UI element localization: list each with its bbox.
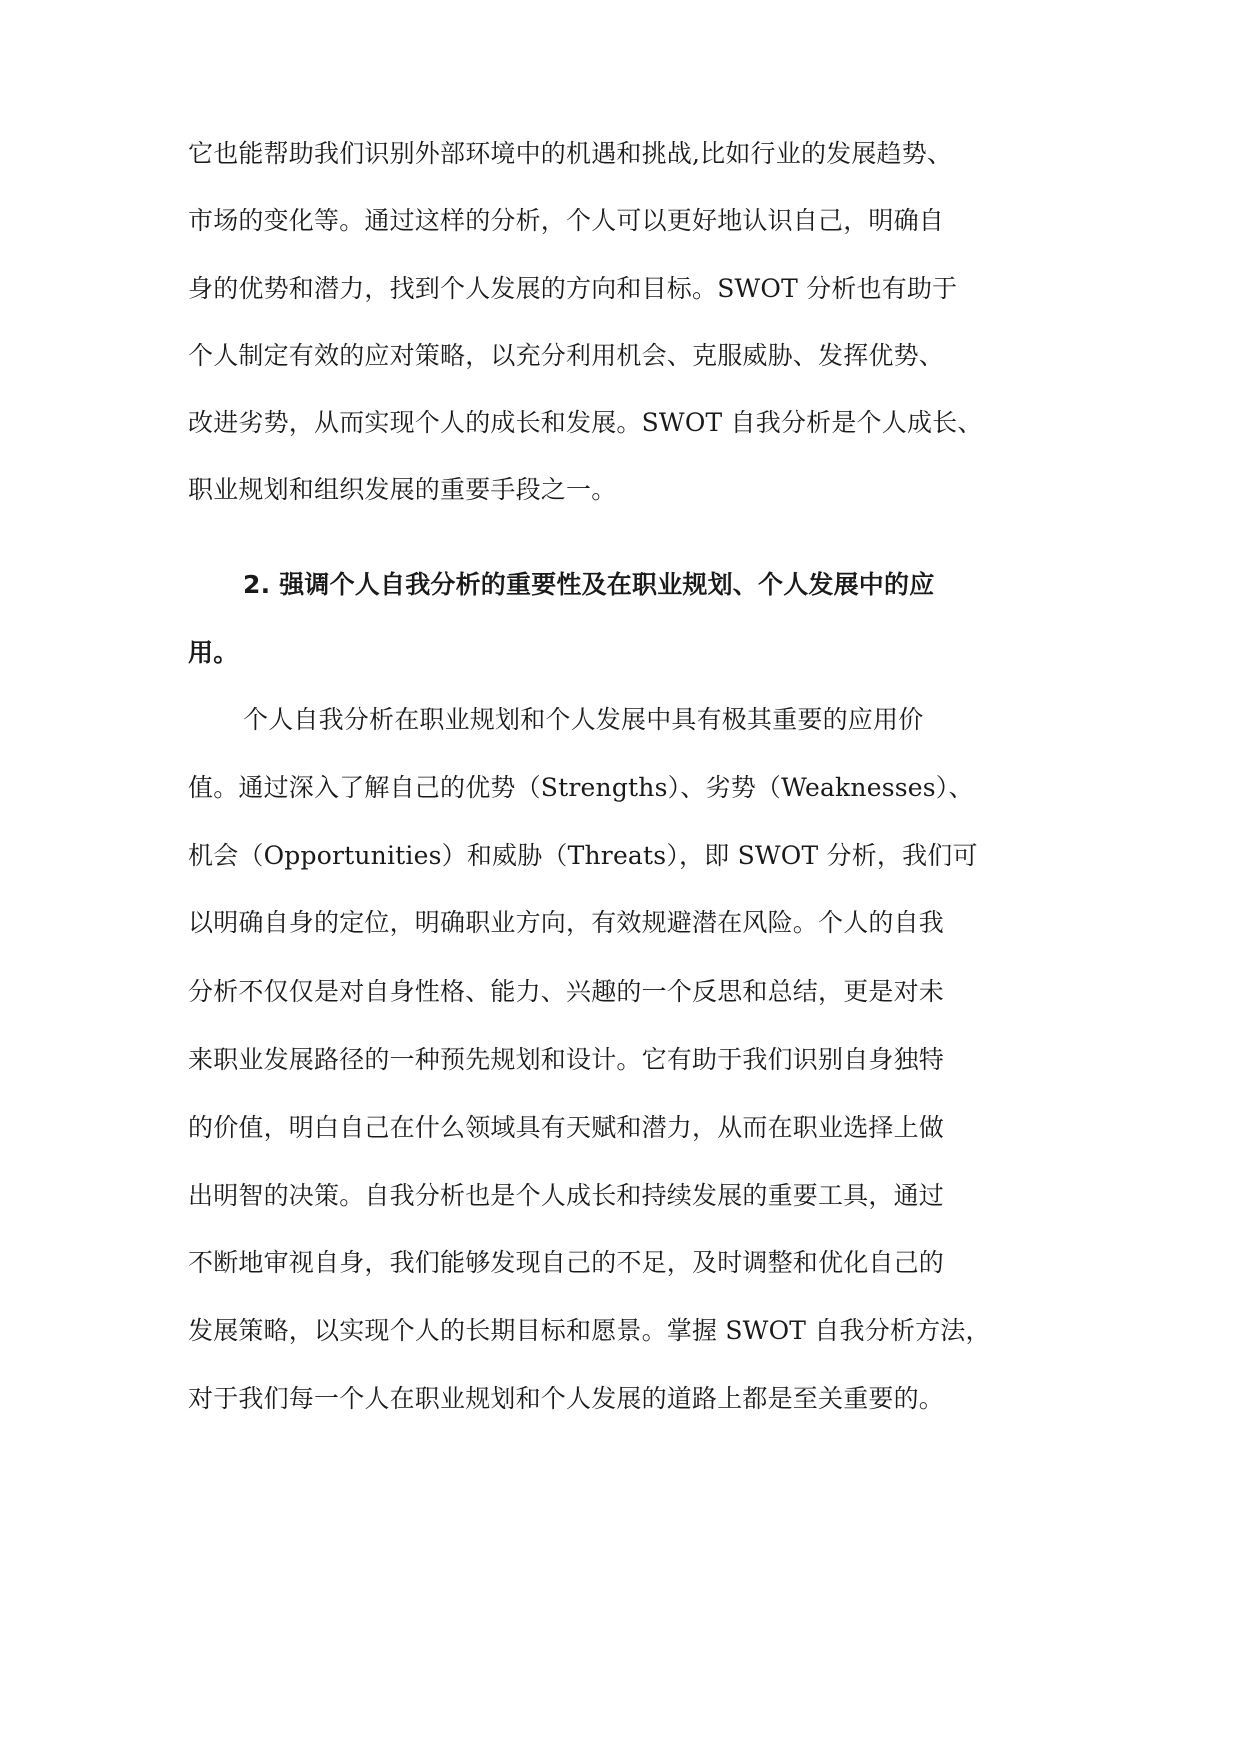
paragraph-line: 发展策略，以实现个人的长期目标和愿景。掌握 SWOT 自我分析方法，: [188, 1316, 991, 1345]
paragraph-line: 个人自我分析在职业规划和个人发展中具有极其重要的应用价: [243, 705, 924, 734]
paragraph-line: 的价值，明白自己在什么领域具有天赋和潜力，从而在职业选择上做: [188, 1113, 945, 1142]
paragraph-line: 个人制定有效的应对策略，以充分利用机会、克服威胁、发挥优势、: [188, 341, 945, 370]
paragraph-line: 机会（Opportunities）和威胁（Threats），即 SWOT 分析，我们可: [188, 841, 978, 870]
paragraph-line: 市场的变化等。通过这样的分析，个人可以更好地认识自己，明确自: [188, 206, 945, 235]
paragraph-line: 改进劣势，从而实现个人的成长和发展。SWOT 自我分析是个人成长、: [188, 408, 983, 437]
paragraph-line: 值。通过深入了解自己的优势（Strengths）、劣势（Weaknesses）、: [188, 773, 974, 802]
paragraph-line: 对于我们每一个人在职业规划和个人发展的道路上都是至关重要的。: [188, 1384, 945, 1413]
paragraph-line: 它也能帮助我们识别外部环境中的机遇和挑战,比如行业的发展趋势、: [188, 139, 953, 168]
paragraph-line: 分析不仅仅是对自身性格、能力、兴趣的一个反思和总结，更是对未: [188, 977, 945, 1006]
paragraph-line: 来职业发展路径的一种预先规划和设计。它有助于我们识别自身独特: [188, 1045, 945, 1074]
section-heading: 2. 强调个人自我分析的重要性及在职业规划、个人发展中的应: [243, 570, 935, 599]
section-heading-continuation: 用。: [188, 638, 239, 667]
paragraph-line: 出明智的决策。自我分析也是个人成长和持续发展的重要工具，通过: [188, 1181, 945, 1210]
paragraph-line: 不断地审视自身，我们能够发现自己的不足，及时调整和优化自己的: [188, 1248, 945, 1277]
paragraph-line: 以明确自身的定位，明确职业方向，有效规避潜在风险。个人的自我: [188, 908, 945, 937]
paragraph-line: 职业规划和组织发展的重要手段之一。: [188, 475, 617, 504]
paragraph-line: 身的优势和潜力，找到个人发展的方向和目标。SWOT 分析也有助于: [188, 274, 958, 303]
